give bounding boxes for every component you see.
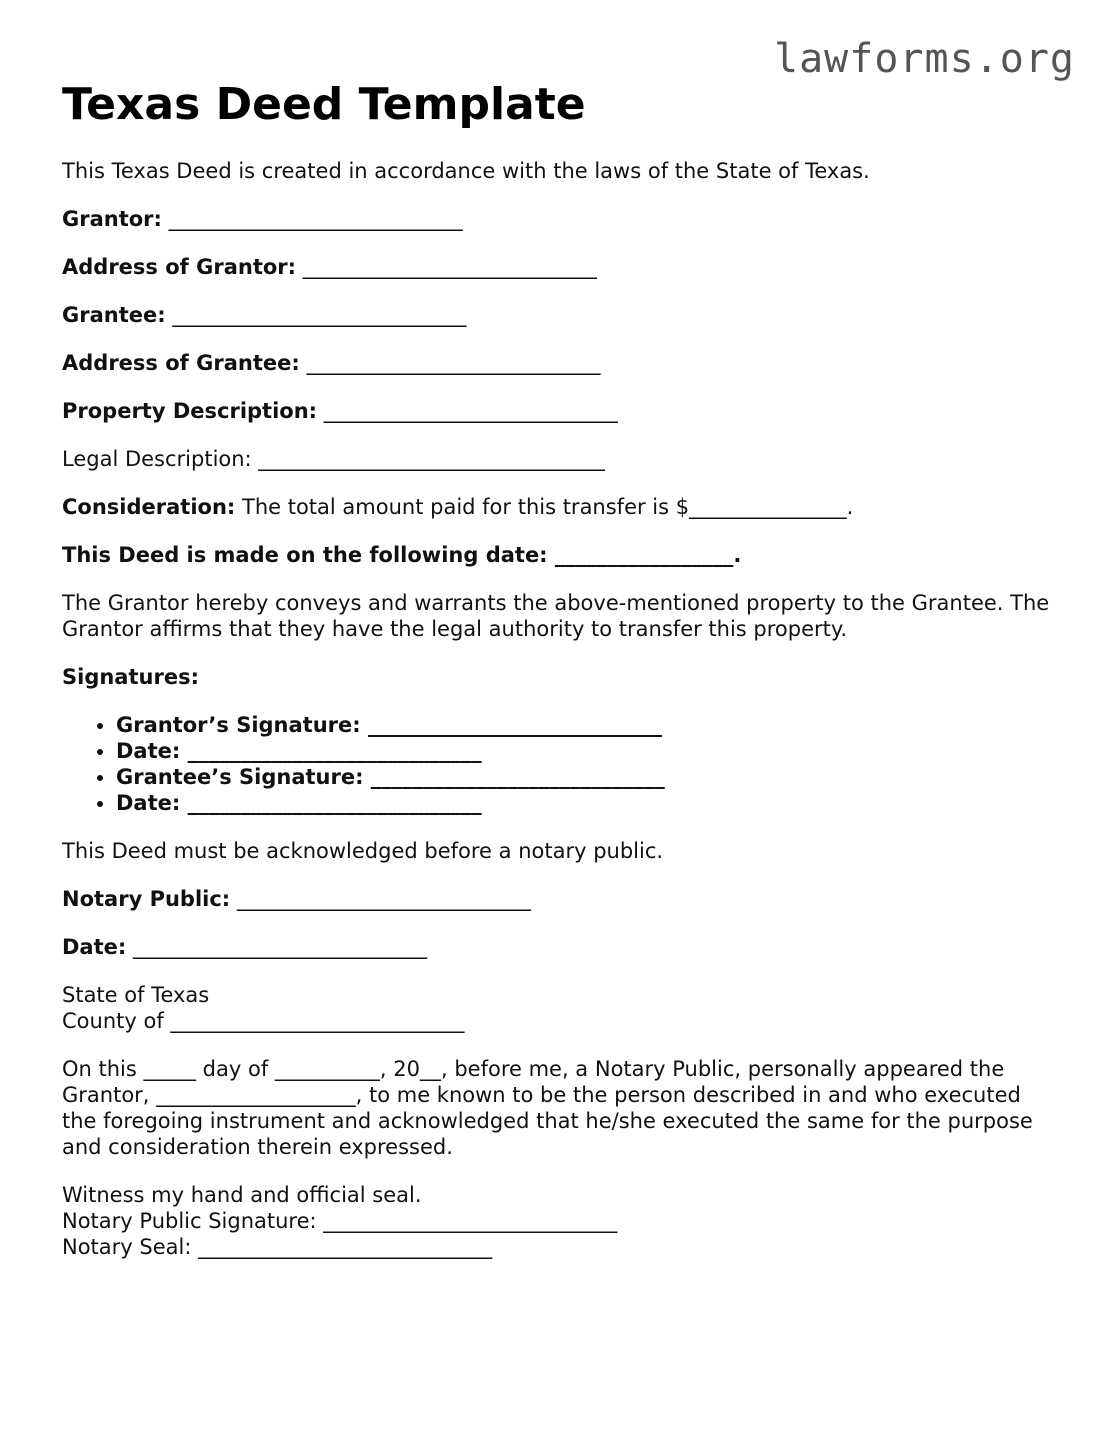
field-grantee: [62, 302, 1052, 328]
field-label: Property Description:: [62, 399, 318, 423]
intro-text: This Texas Deed is created in accordance with the laws of the State of Texas.: [62, 159, 870, 183]
deed-date: This Deed is made on the following date: _________________.: [62, 543, 742, 567]
list-item: • Grantor’s Signature: ____________________________: [116, 712, 1052, 738]
field-blank: ____________________________: [306, 351, 601, 375]
field-label: Notary Public:: [62, 887, 231, 911]
closing-signature: Notary Public Signature: ____________________________: [62, 1209, 618, 1233]
field-label: Date:: [62, 935, 127, 959]
page-title: Texas Deed Template: [62, 79, 586, 130]
field-label: Grantor:: [62, 207, 162, 231]
document-body: [62, 78, 1052, 1282]
field-property-description: [62, 398, 1052, 424]
closing-witness: Witness my hand and official seal.: [62, 1183, 422, 1207]
field-label: Address of Grantee:: [62, 351, 300, 375]
list-item: • Date: ____________________________: [116, 790, 1052, 816]
field-blank: ____________________________: [172, 303, 467, 327]
venue: [62, 982, 1052, 1034]
signatures-heading: Signatures:: [62, 665, 199, 689]
consideration: [62, 494, 1052, 520]
field-grantor: [62, 206, 1052, 232]
field-label: Grantee:: [62, 303, 166, 327]
signatures-list: [62, 712, 1052, 816]
list-item: • Grantee’s Signature: ____________________________: [116, 764, 1052, 790]
consideration-text: The total amount paid for this transfer is $_______________.: [235, 495, 854, 519]
closing: [62, 1182, 1052, 1260]
field-blank: ____________________________: [168, 207, 463, 231]
field-grantee-address: [62, 350, 1052, 376]
field-notary-public: [62, 886, 1052, 912]
field-blank: ____________________________: [302, 255, 597, 279]
venue-county: County of ____________________________: [62, 1009, 465, 1033]
field-grantor-address: [62, 254, 1052, 280]
field-blank: ____________________________: [323, 399, 618, 423]
venue-state: State of Texas: [62, 983, 210, 1007]
field-blank: ____________________________: [132, 935, 427, 959]
conveyance-text: The Grantor hereby conveys and warrants the above-mentioned property to the Grantee. The Grantor affirms that they have the legal authority to transfer this property.: [62, 591, 1050, 641]
consideration-label: Consideration:: [62, 495, 236, 519]
acknowledgment-text: On this _____ day of __________, 20__, before me, a Notary Public, personally appeared the Grantor, ___________________, to me known to be the person described in and who executed the foregoing instrument and acknowledged that he/she executed the same for the purpose and consideration therein expressed.: [62, 1057, 1033, 1159]
list-item: • Date: ____________________________: [116, 738, 1052, 764]
notary-intro: This Deed must be acknowledged before a notary public.: [62, 839, 664, 863]
watermark: lawforms.org: [774, 36, 1075, 82]
closing-seal: Notary Seal: ____________________________: [62, 1235, 493, 1259]
field-blank: ____________________________: [236, 887, 531, 911]
field-notary-date: [62, 934, 1052, 960]
field-label: Address of Grantor:: [62, 255, 297, 279]
legal-description: Legal Description: _________________________________: [62, 447, 605, 471]
